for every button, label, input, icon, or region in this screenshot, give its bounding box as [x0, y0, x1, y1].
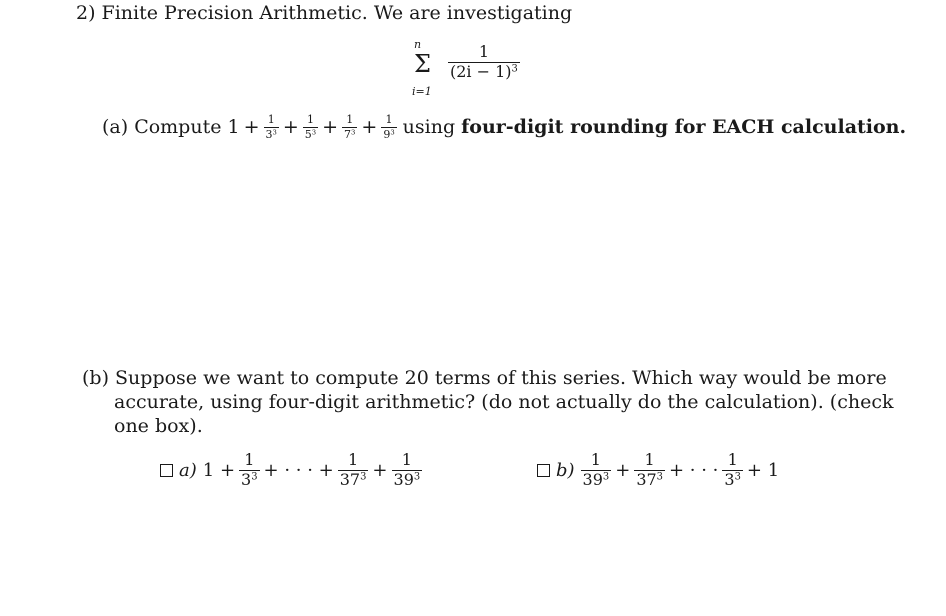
option-a-term-3: $\frac{1}{39^3}$: [393, 450, 421, 489]
option-b-checkbox[interactable]: [537, 464, 550, 477]
series-fraction: [448, 44, 520, 81]
part-a-term-4: $\frac{1}{9^3}$: [383, 113, 395, 141]
option-b[interactable]: b) $\frac{1}{39^3}$ + $\frac{1}{37^3}$ + · · · $\frac{1}{3^3}$ + 1: [537, 452, 783, 489]
sigma-symbol: Σ: [414, 50, 431, 78]
part-a-term-3: $\frac{1}{7^3}$: [344, 113, 356, 141]
part-a-term-2: $\frac{1}{5^3}$: [304, 113, 317, 141]
option-a-term-2: $\frac{1}{37^3}$: [339, 450, 367, 489]
part-a-instruction: four-digit rounding for EACH calculation.: [461, 116, 907, 139]
sum-upper-limit: n: [414, 38, 422, 51]
option-a[interactable]: a) 1 + $\frac{1}{3^3}$ + · · · + $\frac{1}{37^3}$ + $\frac{1}{39^3}$: [160, 452, 422, 489]
option-b-term-3: $\frac{1}{3^3}$: [724, 450, 741, 489]
part-a: (a) Compute 1 + $\frac{1}{3^3}$ + $\frac{1}{5^3}$ + $\frac{1}{7^3}$ + $\frac{1}{9^3}$ using four-digit rounding for EACH calculation.: [102, 113, 907, 141]
option-a-label: a): [179, 459, 197, 481]
problem-header: 2) Finite Precision Arithmetic. We are investigating: [76, 2, 573, 24]
option-b-term-1: $\frac{1}{39^3}$: [582, 450, 610, 489]
sum-lower-limit: i=1: [412, 85, 432, 98]
part-a-label: (a) Compute 1: [102, 116, 240, 139]
part-a-term-1: $\frac{1}{3^3}$: [265, 113, 277, 141]
part-b-line-3: one box).: [114, 415, 203, 437]
series-numerator: 1: [478, 42, 490, 61]
option-a-term-1: $\frac{1}{3^3}$: [241, 450, 258, 489]
option-b-term-2: $\frac{1}{37^3}$: [636, 450, 663, 489]
option-a-checkbox[interactable]: [160, 464, 173, 477]
part-b-line-1: (b) Suppose we want to compute 20 terms of this series. Which way would be more: [82, 367, 887, 389]
series-denominator: $(2i - 1)^3$: [450, 61, 518, 81]
part-a-using: using: [402, 116, 456, 139]
part-b-line-2: accurate, using four-digit arithmetic? (do not actually do the calculation). (check: [114, 391, 894, 413]
option-b-label: b): [556, 459, 575, 481]
